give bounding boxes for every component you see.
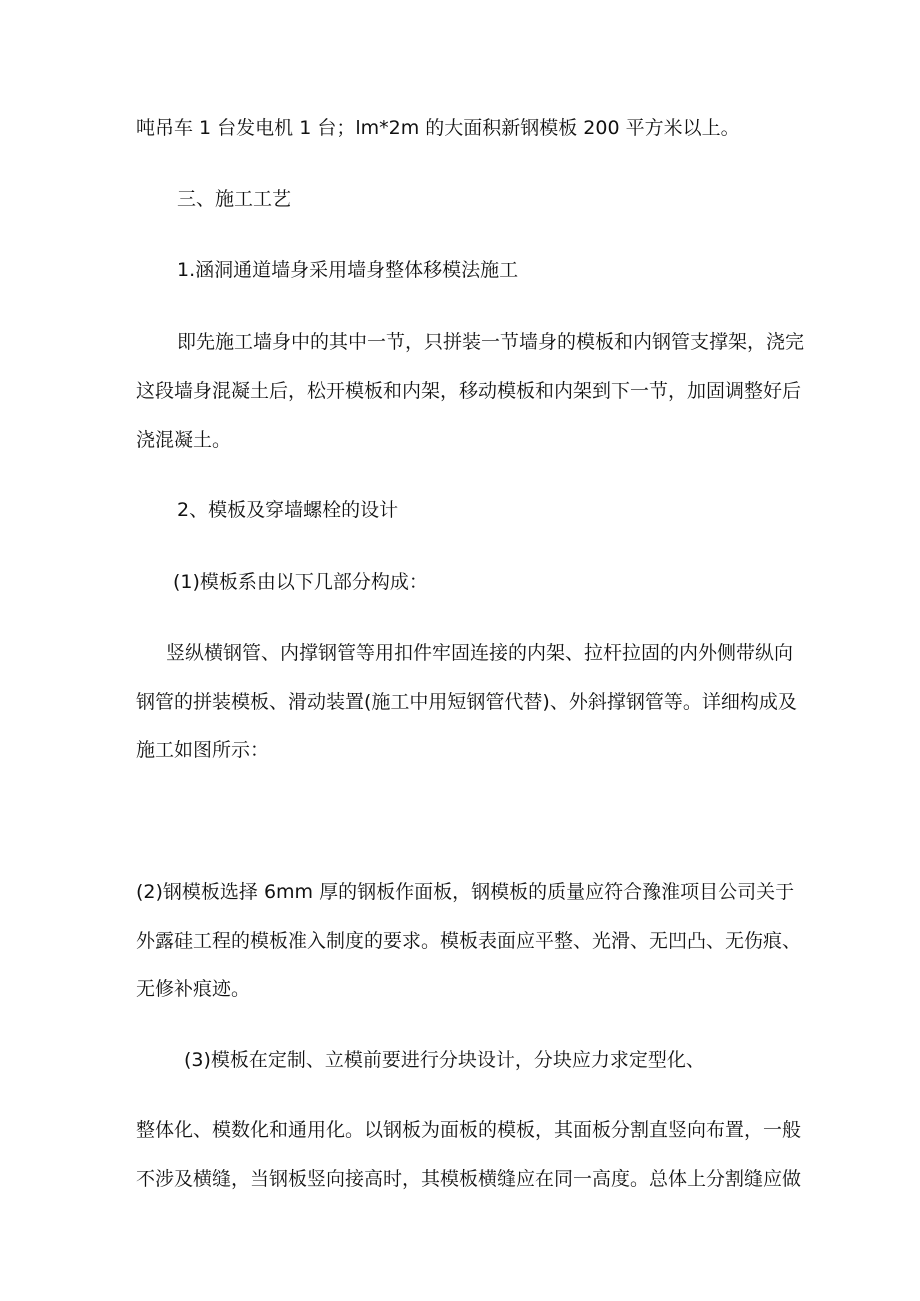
- paragraph-line: (2)钢模板选择 6mm 厚的钢板作面板，钢模板的质量应符合豫淮项目公司关于: [136, 881, 795, 903]
- paragraph-line: 竖纵横钢管、内撑钢管等用扣件牢固连接的内架、拉杆拉固的内外侧带纵向: [166, 642, 794, 664]
- paragraph-line: 吨吊车 1 台发电机 1 台；lm*2m 的大面积新钢模板 200 平方米以上。: [136, 117, 740, 139]
- paragraph-line: 整体化、模数化和通用化。以钢板为面板的模板，其面板分割直竖向布置，一般: [136, 1119, 802, 1141]
- subheading: 2、模板及穿墙螺栓的设计: [177, 499, 399, 521]
- paragraph-line: 钢管的拼装模板、滑动装置(施工中用短钢管代替)、外斜撑钢管等。详细构成及: [136, 691, 797, 713]
- section-heading: 三、施工工艺: [177, 188, 292, 210]
- list-item: (1)模板系由以下几部分构成：: [173, 571, 428, 593]
- paragraph-line: 无修补痕迹。: [136, 978, 251, 1000]
- subheading: 1.涵洞通道墙身采用墙身整体移模法施工: [177, 259, 519, 281]
- paragraph-line: 外露硅工程的模板准入制度的要求。模板表面应平整、光滑、无凹凸、无伤痕、: [136, 930, 802, 952]
- paragraph-line: 施工如图所示：: [136, 739, 270, 761]
- paragraph-line: 即先施工墙身中的其中一节，只拼装一节墙身的模板和内钢管支撑架，浇完: [177, 331, 805, 353]
- paragraph-line: 不涉及横缝，当钢板竖向接高时，其模板横缝应在同一高度。总体上分割缝应做: [136, 1168, 802, 1190]
- list-item: (3)模板在定制、立模前要进行分块设计，分块应力求定型化、: [184, 1049, 705, 1071]
- paragraph-line: 这段墙身混凝土后，松开模板和内架，移动模板和内架到下一节，加固调整好后: [136, 380, 802, 402]
- paragraph-line: 浇混凝土。: [136, 429, 232, 451]
